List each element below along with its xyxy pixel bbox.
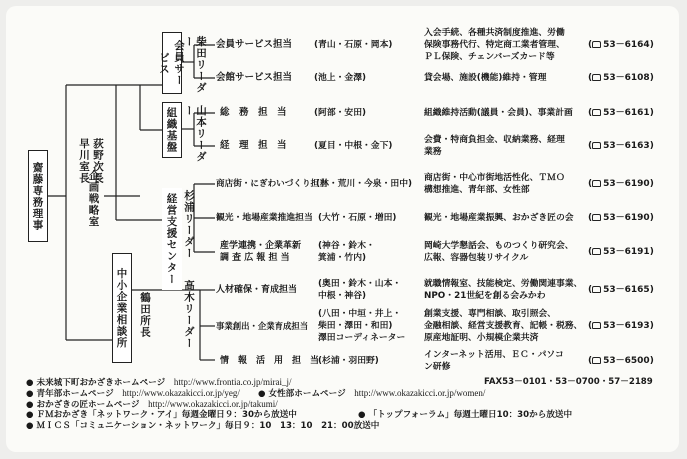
vice-director-label: 荻野次長	[92, 138, 104, 184]
phone-icon	[592, 142, 601, 149]
row-members: (奥田・鈴木・山本・	[318, 279, 402, 289]
row-desc-line: 広報、容器包装リサイクル	[424, 253, 529, 263]
row-members-line3: 澤田コーディネーター	[318, 333, 406, 343]
row-title: 経 理 担 当	[220, 140, 287, 151]
row-phone: ( 53－6193)	[588, 321, 654, 331]
row-desc-line: 構想推進、青年部、女性部	[424, 185, 530, 195]
homepage-link[interactable]: http://www.frontia.co.jp/mirai_j/	[173, 377, 292, 387]
row-desc-line: 貸会場、施設(機能)維持・管理	[424, 73, 547, 83]
row-desc-line: 就職情報室、技能検定、労働関連事業、	[424, 279, 583, 289]
phone-icon	[592, 357, 601, 364]
row-desc-line: ン研修	[424, 362, 451, 372]
row-members: (八田・中垣・井上・	[318, 309, 402, 319]
women-link[interactable]: http://www.okazakicci.or.jp/women/	[354, 388, 486, 398]
row-title: 商店街・にぎわいづくり担当	[216, 179, 328, 189]
row-desc-line: 会費・特商負担金、収納業務、経理	[424, 135, 565, 145]
row-title: 産学連携・企業革新	[220, 241, 302, 251]
row-desc-line: NPO・21世紀を創る会みかわ	[424, 291, 546, 301]
row-desc-line: インターネット活用、ＥＣ・パソコ	[424, 350, 564, 360]
row-desc-line: 組織維持活動(議員・会員)、事業計画	[424, 108, 573, 118]
fax-numbers: FAX53－0101・53－0700・57－2189	[484, 377, 653, 387]
leader-yamamoto: 山本リーダー	[183, 105, 207, 163]
row-title: 総 務 担 当	[220, 107, 287, 118]
row-members: (杉浦・羽田野)	[318, 356, 379, 366]
row-members-line2: 箕浦・竹内)	[318, 253, 367, 263]
row-title: 事業創出・企業育成担当	[216, 321, 309, 331]
phone-icon	[592, 214, 601, 221]
takumi-link[interactable]: http://www.okazakicci.or.jp/takumi/	[148, 399, 278, 409]
row-members-line2: 柴田・澤田・和田)	[318, 321, 393, 331]
row-title-line2: 調 査 広 報 担 当	[220, 253, 290, 263]
phone-icon	[592, 322, 601, 329]
row-phone: ( 53－6190)	[588, 179, 654, 189]
row-title: 会館サービス担当	[216, 72, 293, 83]
phone-icon	[592, 41, 601, 48]
footer-line-youth: ● 青年部ホームページ http://www.okazakicci.or.jp/yeg/	[26, 388, 240, 399]
row-members-line2: 中根・神谷)	[318, 291, 367, 301]
row-desc-line: 入会手続、各種共済制度推進、労働	[424, 28, 565, 38]
row-desc-line: 業務	[424, 147, 442, 157]
row-members: (池上・金澤)	[314, 73, 367, 83]
row-title: 会員サービス担当	[216, 39, 293, 50]
row-members: (青山・石原・岡本)	[314, 40, 393, 50]
president-box: 齋藤専務理事	[28, 150, 48, 242]
director-tsuruta: 鶴田所長	[139, 292, 151, 338]
row-phone: ( 53－6108)	[588, 73, 654, 83]
row-desc-line: 観光・地場産業振興、おかざき匠の会	[424, 213, 574, 223]
management-support-center-group: 経営支援センター	[162, 188, 182, 290]
row-members: (夏目・中根・金下)	[314, 141, 393, 151]
leader-sugiura: 杉浦リーダー	[183, 190, 195, 259]
footer-line-forum: ● 「トップフォーラム」毎週土曜日10：30から放送中	[358, 410, 573, 420]
row-phone: ( 53－6191)	[588, 247, 654, 257]
row-title: 情 報 活 用 担 当	[220, 356, 320, 366]
row-phone: ( 53－6190)	[588, 213, 654, 223]
phone-icon	[592, 286, 601, 293]
row-phone: ( 53－6165)	[588, 285, 654, 295]
leader-takagi: 高木リーダー	[183, 280, 195, 349]
row-desc-line: 商店街・中心市街地活性化、ＴＭＯ	[424, 173, 565, 183]
row-desc-line: 岡崎大学懇話会、ものつくり研究会、	[424, 241, 574, 251]
footer-line-takumi: ● おかざきの匠ホームページ http://www.okazakicci.or.jp/takumi/	[26, 399, 278, 410]
row-title: 人材確保・育成担当	[216, 285, 298, 295]
footer-line-fm: ● ＦＭおかざき「ネットワーク・アイ」毎週金曜日９：30から放送中	[26, 410, 297, 420]
row-phone: ( 53－6500)	[588, 356, 654, 366]
row-members: (大竹・石原・増田)	[318, 213, 397, 223]
footer-line-homepage: ● 未来城下町おかざきホームページ http://www.frontia.co.jp/mirai_j/	[26, 377, 292, 388]
row-phone: ( 53－6161)	[588, 108, 654, 118]
phone-icon	[592, 74, 601, 81]
member-service-group: 会員サービス	[162, 32, 182, 94]
row-title: 観光・地場産業推進担当	[216, 213, 313, 223]
planning-office-box: 企画戦略室	[87, 170, 100, 228]
row-desc-line: 創業支援、専門相談、取引照会、	[424, 309, 556, 319]
org-base-group: 組織基盤	[162, 102, 182, 158]
row-desc-line: 原産地証明、小規模企業共済	[424, 333, 539, 343]
sme-consultation-box: 中小企業相談所	[112, 253, 132, 363]
row-members: (林・荒川・今泉・田中)	[316, 179, 413, 189]
row-desc-line: 金融相談、経営支援教育、記帳・税務、	[424, 321, 583, 331]
row-members: (神谷・鈴木・	[318, 241, 375, 251]
leader-shibata: 柴田リーダー	[183, 36, 207, 94]
phone-icon	[592, 248, 601, 255]
row-desc-line: 保険事務代行、特定商工業者管理、	[424, 40, 565, 50]
footer-line-mics: ● ＭＩＣＳ「コミュニケーション・ネットワーク」毎日９：10 13：10 21：00放送中	[26, 421, 380, 431]
row-phone: ( 53－6163)	[588, 141, 654, 151]
youth-link[interactable]: http://www.okazakicci.or.jp/yeg/	[122, 388, 240, 398]
office-head-label: 早川室長	[78, 138, 90, 184]
phone-icon	[592, 109, 601, 116]
phone-icon	[592, 180, 601, 187]
row-phone: ( 53－6164)	[588, 40, 654, 50]
row-members: (阿部・安田)	[314, 108, 367, 118]
footer-line-women: ● 女性部ホームページ http://www.okazakicci.or.jp/women/	[258, 388, 486, 399]
row-desc-line: ＰＬ保険、チェンバーズカード等	[424, 52, 555, 62]
